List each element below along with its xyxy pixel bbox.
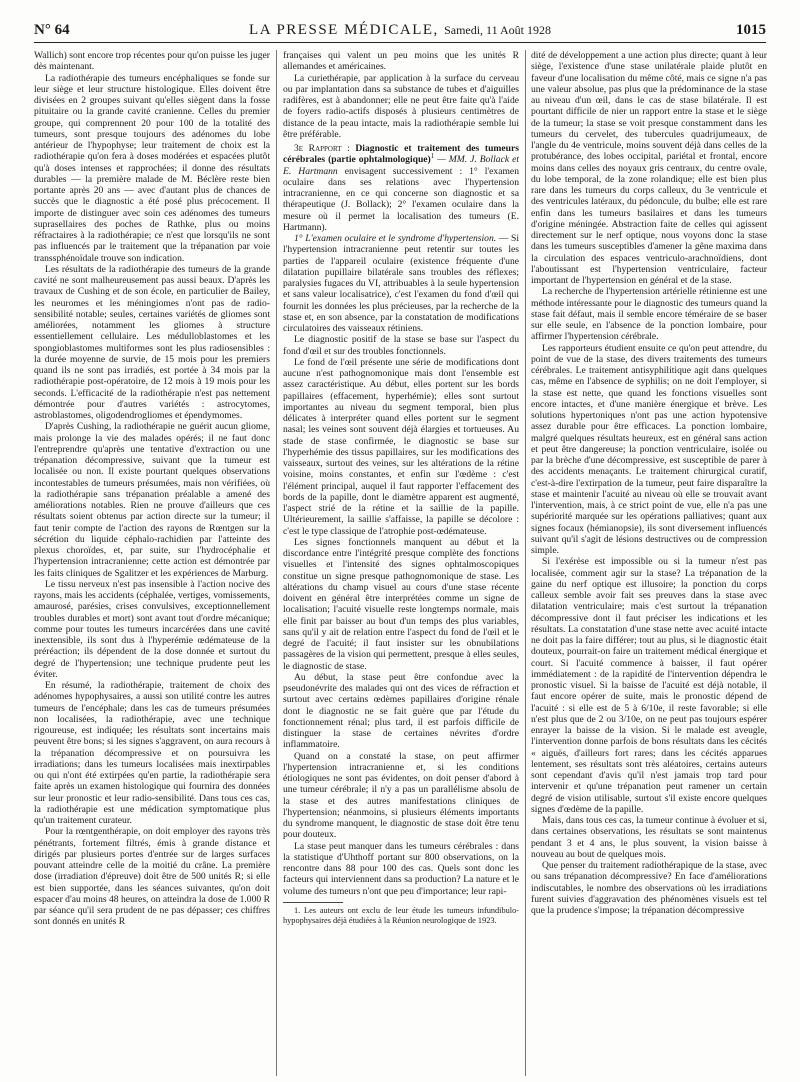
issue-date: Samedi, 11 Août 1928 [444,23,551,37]
subsection-text: — Si l'hypertension intracranienne peut retentir sur toutes les parties de l'appareil oculaire (existence fréquente d'une dilatation pupillaire bilatérale sans troubles des réflexes; paralysies fugaces du VI, attribuables à la seule hypertension et sans valeur localisatrice), c'est l'examen du fond d'œil qui fournit les données les plus précieuses, par la recherche de la stase et, en son absence, par la constatation de modifications circulatoires des vaisseaux rétiniens. [283,233,519,334]
paragraph: Mais, dans tous ces cas, la tumeur continue à évoluer et si, dans certaines observations, les résultats se sont maintenus pendant 3 et 4 ans, le plus souvent, la vision baisse à nouveau au bout de quelques mois. [531,815,767,860]
paragraph: D'après Cushing, la radiothérapie ne guérit aucun gliome, mais prolonge la vie des malades opérés; il ne faut donc l'entreprendre qu'après une tentative d'extraction ou une trépanation décompressive, suivant que la tumeur est localisée ou non. Il existe pourtant quelques observations incontestables de tumeurs présumées, mais non vérifiées, où la radiothérapie sans trépanation préalable a amené des améliorations notables. Rien ne prouve d'ailleurs que ces résultats soient obtenus par action directe sur la tumeur; il faut tenir compte de l'action des rayons de Rœntgen sur la sécrétion du liquide céphalo-rachidien par l'atteinte des plexus choroïdes, et, par suite, sur l'hydrocéphalie et l'hypertension intracranienne; cette action est démontrée par les faits cliniques de Sgalitzer et les expériences de Marburg. [34,421,270,579]
paragraph: La radiothérapie des tumeurs encéphaliques se fonde sur leur siège et leur structure histologique. Elles doivent être divisées en 2 groupes suivant qu'elles siègent dans la fosse pituitaire ou la grande cavité cranienne. Celles du premier groupe, qui comprennent 20 pour 100 de la totalité des tumeurs, sont presque toujours des adénomes du lobe antérieur de l'hypophyse; leur traitement de choix est la radiothérapie qu'on fera à doses modérées et espacées plutôt qu'à doses intenses et rapprochées; il donne des résultats durables — la première malade de M. Béclère reste bien portante après 20 ans — avec d'autant plus de chances de succès que le diagnostic a été posé plus précocement. Il importe de distinguer avec soin ces adénomes des tumeurs suprasellaires des poches de Rathke, plus ou moins réfractaires à la radiothérapie; ce n'est que lorsqu'ils ne sont pas influencés par le traitement que la trépanation par voie transsphénoïdale trouve son indication. [34,72,270,264]
paragraph: françaises qui valent un peu moins que les unités R allemandes et américaines. [283,50,519,73]
subsection-title: 1° L'examen oculaire et le syndrome d'hypertension. [294,233,497,244]
column-2 [283,50,519,1074]
page-number: 1015 [736,22,766,38]
paragraph: La recherche de l'hypertension artérielle rétinienne est une méthode intéressante pour le diagnostic des tumeurs quand la stase fait défaut, mais il semble encore téméraire de se baser sur elle seule, en l'absence de la ponction lombaire, pour affirmer l'hypertension cérébrale. [531,286,767,343]
paragraph: Les signes fonctionnels manquent au début et la discordance entre l'intégrité presque complète des fonctions visuelles et l'intensité des signes ophtalmoscopiques constitue un signe presque pathognomonique de stase. Les altérations du champ visuel au cours d'une stase récente doivent en général être interprétées comme un signe de localisation; l'acuité visuelle reste longtemps normale, mais elle finit par baisser au bout d'un temps des plus variables, sans qu'il y ait de relation entre l'aspect du fond de l'œil et le degré de l'acuité; il faut insister sur les obnubilations passagères de la vision qui permettent, presque à elles seules, le diagnostic de stase. [283,536,519,672]
paragraph: La curiethérapie, par application à la surface du cerveau ou par implantation dans sa substance de tubes et d'aiguilles radifères, est à abandonner; elle ne peut être faite qu'à l'aide de foyers radio-actifs disposés à plusieurs centimètres de distance de la peau intacte, mais la radiothérapie semble lui être préférable. [283,72,519,140]
paragraph: Le tissu nerveux n'est pas insensible à l'action nocive des rayons, mais les accidents (céphalée, vertiges, vomissements, amaurosé, parésies, crises convulsives, exceptionnellement troubles durables et mort) sont avant tout d'ordre mécanique; comme pour toutes les tumeurs incarcérées dans une cavité inextensible, ils sont dus à l'hyperémie œdémateuse de la préréaction; ils dépendent de la dose donnée et surtout du degré de l'hypertension; une technique prudente peut les éviter. [34,578,270,680]
paragraph: Si l'exérèse est impossible ou si la tumeur n'est pas localisée, comment agir sur la stase? La trépanation de la gaine du nerf optique est illusoire; la ponction du corps calleux semble avoir fait ses preuves dans la stase avec dilatation ventriculaire; mais c'est surtout la trépanation décompressive dont il faut préciser les indications et les résultats. La constatation d'une stase nette avec acuité intacte ne doit pas la faire différer; tout au plus, si le diagnostic était douteux, pourrait-on faire un traitement médical énergique et court. Si l'acuité commence à baisser, il faut opérer immédiatement : de la rapidité de l'intervention dépendra le pronostic visuel. Si la baisse de l'acuité est déjà notable, il faut encore opérer de suite, mais le pronostic dépend de l'acuité : si elle est de 5 à 6/10e, il reste favorable; si elle n'est plus que de 2 ou 3/10e, on ne peut pas toujours espérer enrayer la baisse de la vision. Si le malade est aveugle, l'intervention donne parfois de bons résultats dans les cécités « aiguës, d'ailleurs fort rares; dans les cécités apparues lentement, ses résultats sont très aléatoires, certains auteurs sont cependant d'avis qu'il n'est jamais trop tard pour intervenir et qu'une trépanation peut ramener un certain degré de vision utilisable, surtout s'il existe encore quelques signes d'œdème de la papille. [531,556,767,815]
column-3 [531,50,767,1074]
issue-number: N° 64 [34,22,70,38]
paragraph: Wallich) sont encore trop récentes pour qu'on puisse les juger dès maintenant. [34,50,270,73]
report-authors: — MM. J. Bollack et E. Hartmann [283,154,519,177]
report-heading-paragraph [283,143,519,233]
report-text: envisagent successivement : 1° l'examen oculaire dans ses relations avec l'hypertension intracranienne, en ce qui concerne son diagnostic et sa thérapeutique (J. Bollack); 2° l'examen oculaire dans la mesure où il permet la localisation des tumeurs (E. Hartmann). [283,165,519,233]
paragraph: Que penser du traitement radiothérapique de la stase, avec ou sans trépanation décompressive? En face d'améliorations indiscutables, le nombre des observations où les irradiations furent suivies d'aggravation des phénomènes visuels est tel que la prudence s'impose; la trépanation décompressive [531,860,767,916]
paragraph: Le diagnostic positif de la stase se base sur l'aspect du fond d'œil et sur des troubles fonctionnels. [283,334,519,357]
report-label: 3e Rapport : [294,143,350,154]
paragraph: Les résultats de la radiothérapie des tumeurs de la grande cavité ne sont malheureusement pas aussi beaux. D'après les travaux de Cushing et de son école, en particulier de Bailey, les neuromes et les méningiomes n'ont pas de radio-sensibilité notable; seules, certaines variétés de gliomes sont améliorées, notamment les gliomes à structure essentiellement cellulaire. Les médulloblastomes et les spongioblastomes multiformes sont les plus radiosensibles : la durée moyenne de survie, de 15 mois pour les premiers quand ils ne sont pas irradiés, est portée à 34 mois par la radiothérapie post-opératoire, de 12 mois à 19 mois pour les seconds. L'efficacité de la radiothérapie n'est pas nettement démontrée pour d'autres variétés : astrocytomes, astroblastomes, oligodendrogliomes et épendymomes. [34,263,270,421]
paragraph: En résumé, la radiothérapie, traitement de choix des adénomes hypophysaires, a aussi son utilité contre les autres tumeurs de l'encéphale; dans les cas de tumeurs présumées non localisées, la radiothérapie, avec une technique rigoureuse, est indiquée; les résultats sont incertains mais peuvent être bons; si les signes s'aggravent, on aura recours à la trépanation décompressive et on poursuivra les irradiations; dans les tumeurs localisées mais inextirpables ou qui n'ont été extirpées qu'en partie, la radiothérapie sera faite après un examen histologique qui fournira des données sur leur pronostic et leur radio-sensibilité. Dans tous ces cas, la radiothérapie est une médication symptomatique plus qu'un traitement curateur. [34,680,270,826]
column-divider [276,50,277,1076]
journal-name: LA PRESSE MÉDICALE, [249,22,439,38]
report-title: Diagnostic et traitement des tumeurs cérébrales (partie ophtalmologique) [283,143,519,166]
subsection-paragraph [283,233,519,334]
paragraph: Le fond de l'œil présente une série de modifications dont aucune n'est pathognomonique mais dont l'ensemble est assez caractéristique. Au début, elles portent sur les bords papillaires (effacement, hyperhémie); elles sont surtout importantes au niveau du segment temporal, bien plus délicates à interpréter quand elles portent sur le segment nasal; les veines sont souvent déjà élargies et tortueuses. Au stade de stase confirmée, le diagnostic se base sur l'hyperhémie des tissus papillaires, sur les modifications des vaisseaux, surtout des veines, sur les altérations de la rétine voisine, moins constantes, et enfin sur l'œdème : c'est l'élément principal, auquel il faut rapporter l'effacement des bords de la papille, dont le diamètre apparent est augmenté, l'aspect strié de la rétine et la saillie de la papille. Ultérieurement, la saillie s'affaisse, la papille se décolore : c'est le type classique de l'atrophie post-œdémateuse. [283,356,519,537]
page-header [34,12,766,43]
footnote: 1. Les auteurs ont exclu de leur étude les tumeurs infundibulo-hypophysaires déjà étudiées à la Réunion neurologique de 1923. [283,905,519,925]
paragraph: Quand on a constaté la stase, on peut affirmer l'hypertension intracranienne et, si les conditions étiologiques ne sont pas évidentes, on doit penser d'abord à une tumeur cérébrale; il n'y a pas un parallélisme absolu de la stase et des autres manifestations cliniques de l'hypertension; néanmoins, si plusieurs éléments importants du syndrome manquent, le diagnostic de stase doit être tenu pour douteux. [283,750,519,841]
column-divider [525,50,526,1076]
footnote-rule [283,902,343,903]
column-1 [34,50,270,1074]
paragraph: dité de développement a une action plus directe; quant à leur siège, l'existence d'une stase unilatérale plaide plutôt en faveur d'une localisation du même côté, mais ce signe n'a pas une valeur absolue, pas plus que la prédominance de la stase au niveau d'un œil, dans le cas de stase bilatérale. Il est pourtant difficile de nier un rapport entre la stase et le siège de la tumeur; la stase se voit presque constamment dans les tumeurs du cervelet, des tubercules quadrijumeaux, de l'angle du 4e ventricule, moins souvent déjà dans celles de la protubérance, des lobes occipital, pariétal et frontal, encore moins dans celles des noyaux gris centraux, du centre ovale, du lobe temporal, de la zone rolandique; elle est bien plus rare dans les tumeurs du corps calleux, du 3e ventricule et des ventricules latéraux, du pédoncule, du bulbe; elle est rare enfin dans les tumeurs basilaires et dans les tumeurs d'origine méningée. Abstraction faite de celles qui agissent directement sur le nerf optique, nous voyons donc la stase dans les tumeurs susceptibles d'amener la gêne maxima dans la circulation des espaces ventriculo-arachnoïdiens, dont l'aboutissant est l'hypertension ventriculaire, facteur important de l'hypertension en général et de la stase. [531,50,767,286]
paragraph: La stase peut manquer dans les tumeurs cérébrales : dans la statistique d'Uhthoff portant sur 800 observations, on la rencontre dans 88 pour 100 des cas. Quels sont donc les facteurs qui interviennent dans sa production? La nature et le volume des tumeurs n'ont que peu d'importance; leur rapi- [283,840,519,897]
paragraph: Pour la rœntgenthérapie, on doit employer des rayons très pénétrants, fortement filtrés, émis à grande distance et dirigés par plusieurs portes d'entrée sur de larges surfaces pouvant atteindre celle de la moitié du crâne. La première dose (irradiation d'épreuve) doit être de 500 unités R; si elle est bien supportée, dans les séances suivantes, qu'on doit espacer d'au moins 48 heures, on atteindra la dose de 1.000 R par séance qu'il sera prudent de ne pas dépasser; ces chiffres sont donnés en unités R [34,826,270,928]
journal-title [34,22,766,39]
paragraph: Les rapporteurs étudient ensuite ce qu'on peut attendre, du point de vue de la stase, des divers traitements des tumeurs cérébrales. Le traitement antisyphilitique agit dans quelques cas, même en l'absence de syphilis; on ne doit l'employer, si la stase est nette, que quand les fonctions visuelles sont encore intactes, et d'une manière énergique et brève. Les solutions hypertoniques n'ont pas une action hypotensive assez durable pour être efficaces. La ponction lombaire, malgré quelques résultats heureux, est en général sans action et peut être dangereuse; la ponction ventriculaire, isolée ou par la brèche d'une décompressive, est susceptible de parer à des accidents menaçants. Le traitement chirurgical curatif, c'est-à-dire l'extirpation de la tumeur, peut faire disparaître la stase et maintenir l'acuité au niveau où elle se trouvait avant l'intervention, mais, à ce strict point de vue, elle n'a pas une supériorité marquée sur les opérations palliatives; quant aux signes focaux (hémianopsie), ils sont diversement influencés suivant qu'il s'agit de lésions destructives ou de compression simple. [531,342,767,556]
paragraph: Au début, la stase peut être confondue avec la pseudonévrite des malades qui ont des vices de réfraction et surtout avec certains œdèmes papillaires d'origine rénale dont le diagnostic ne se fait guère que par l'étude du fonctionnement rénal; plus tard, il est parfois difficile de distinguer la stase de certaines névrites d'ordre inflammatoire. [283,671,519,751]
footnote-marker: 1 [430,152,435,161]
